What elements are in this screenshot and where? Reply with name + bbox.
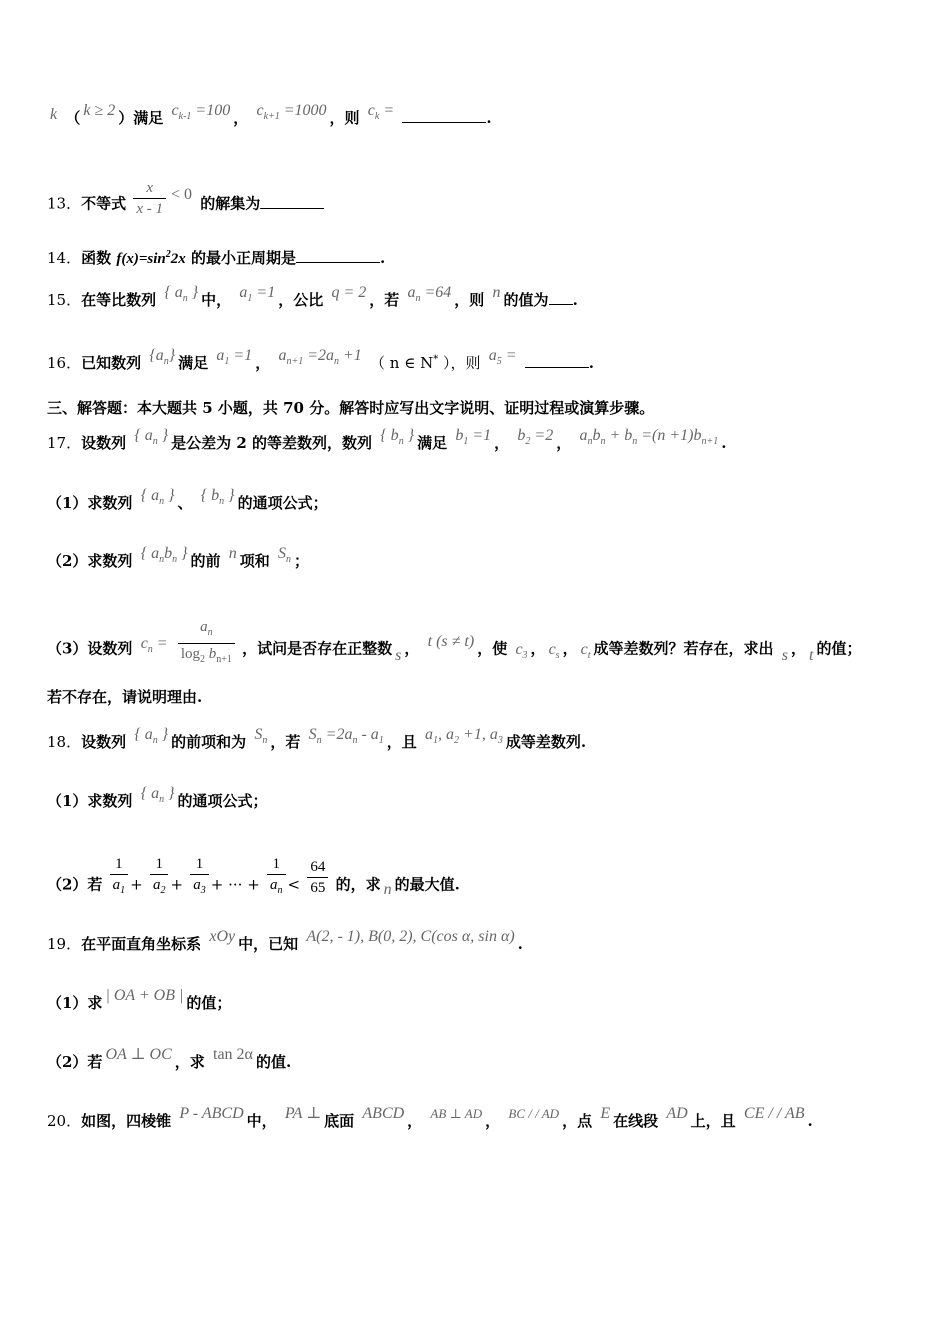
question-19: 19．在平面直角坐标系 xOy 中，已知 A(2, - 1), B(0, 2), C(cos α, sin α) . <box>47 928 523 953</box>
question-number: 20． <box>47 1112 82 1130</box>
answer-blank[interactable] <box>549 290 573 305</box>
question-15: 15．在等比数列 { $a_n$ } 中， $a_1 =1$ ，公比 q = 2 ，若 $a_n =64$ ，则 n 的值为 . <box>47 284 578 309</box>
math-c3: $c_k$ = <box>367 102 395 123</box>
question-number: 14． <box>47 249 82 267</box>
question-number: 18． <box>47 733 82 751</box>
question-number: 17． <box>47 434 82 452</box>
fraction-term-n: $\frac{1}{a_n}$ <box>267 854 286 901</box>
question-17: 17．设数列 { $a_n$ } 是公差为 2 的等差数列，数列 { $b_n$ } 满足 $b_1 =1$ ， $b_2 =2$ ， $a_nb_n + b_n =(n +1)b_{n+1}$ . <box>47 427 727 452</box>
question-number: 15． <box>47 291 82 309</box>
text: ，则 <box>329 109 360 127</box>
math-fx: $f(x)=\sin^22x$ <box>116 249 186 267</box>
question-18-part-1: （1）求数列 { $a_n$ } 的通项公式； <box>47 785 268 810</box>
answer-blank[interactable] <box>260 194 324 209</box>
text: 满足 <box>133 109 164 127</box>
fraction-term-2: $\frac{1}{a_2}$ <box>150 854 169 901</box>
answer-blank[interactable] <box>402 108 486 123</box>
question-16: 16．已知数列 $\{a_n\}$ 满足 $a_1 =1$ ， $a_{n+1} =2a_n +1$ （ n ∈ N* ），则 $a_5$ = . <box>47 347 595 372</box>
question-19-part-2: （2）若 OA ⊥ OC ，求 tan 2α 的值. <box>47 1046 292 1071</box>
fraction-64-65: $\frac{64}{65}$ <box>307 857 328 898</box>
math-c1: $c_{k-1} =100$ <box>171 102 231 123</box>
section-heading: 三、解答题：本大题共 5 小题，共 70 分。解答时应写出文字说明、证明过程或演算步骤。 <box>47 399 655 417</box>
math-k: k <box>50 106 58 123</box>
question-17-part-2: （2）求数列 { $a_nb_n$ } 的前 n 项和 $S_n$ ； <box>47 545 310 570</box>
question-20: 20．如图，四棱锥 P - ABCD 中， PA ⊥ 底面 ABCD ， AB ⊥ AD ， BC / / AD ，点 E 在线段 AD 上，且 CE / / AB . <box>47 1105 813 1130</box>
question-13: 13．不等式 $\frac{x}{x - 1}$ < 0 的解集为 <box>47 184 920 225</box>
answer-blank[interactable] <box>296 248 380 263</box>
question-14: 14．函数 $f(x)=\sin^22x$ 的最小正周期是 . <box>47 249 386 267</box>
question-19-part-1: （1）求 | OA + OB | 的值； <box>47 987 232 1012</box>
question-number: 13． <box>47 194 82 213</box>
question-17-part-3-cont: 若不存在，请说明理由. <box>47 688 203 706</box>
math-c2: $c_{k+1} =1000$ <box>256 102 327 123</box>
math-fraction: $\frac{a_n}{\log_2 b_{n+1}}$ <box>178 617 235 670</box>
math-fraction: $\frac{x}{x - 1}$ <box>133 178 166 219</box>
question-18-part-2: （2）若 $\frac{1}{a_1}$ + $\frac{1}{a_2}$ + $\frac{1}{a_3}$ + ··· + $\frac{1}{a_n}$ < $\frac{64}{65}$ 的，求 n 的最大值. <box>47 862 920 909</box>
fraction-term-3: $\frac{1}{a_3}$ <box>190 854 209 901</box>
fraction-term-1: $\frac{1}{a_1}$ <box>110 854 129 901</box>
question-number: 19． <box>47 935 82 953</box>
answer-blank[interactable] <box>525 353 589 368</box>
question-number: 16． <box>47 354 82 372</box>
question-18: 18．设数列 { $a_n$ } 的前项和为 $S_n$ ，若 $S_n =2a_n - a_1$ ，且 $a_1$, $a_2 +1$, $a_3$ 成等差数列. <box>47 726 587 751</box>
continuation-line: k （ k ≥ 2 ）满足 $c_{k-1} =100$ ， $c_{k+1} =1000$ ，则 $c_k$ = . <box>50 102 492 127</box>
question-17-part-1: （1）求数列 { $a_n$ } 、 { $b_n$ } 的通项公式； <box>47 487 328 512</box>
math-kcond: k ≥ 2 <box>83 102 116 119</box>
question-17-part-3: （3）设数列 $c_n$ = $\frac{a_n}{\log_2 b_{n+1}}$ ，试问是否存在正整数 s ， t (s ≠ t) ，使 $c_3$ ， $c_s$ ， $c_t$ 成等差数列？若存在，求出 s ， t 的值； <box>47 623 920 676</box>
